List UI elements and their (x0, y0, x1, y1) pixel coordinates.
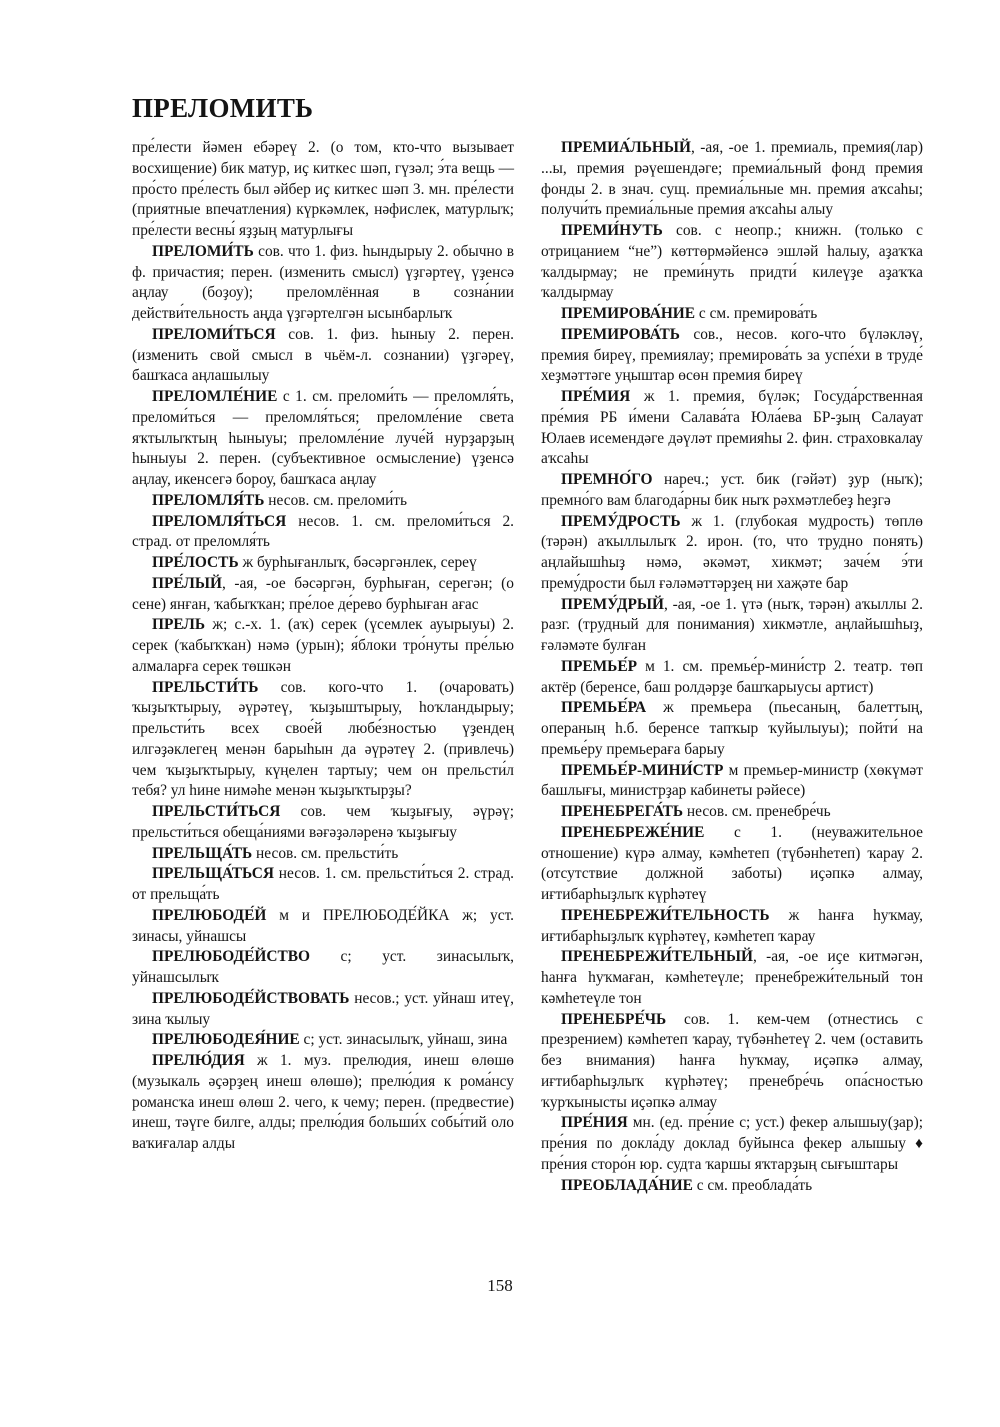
entry: ПРЕМЬЕ́РА ж премьера (пьесаның, балеттың, операның һ.б. беренсе тапҡыр ҡуйылыуы); пойти́ на премье́ру премьераға барыу (541, 699, 923, 758)
entry: ПРЕЛОМЛЯ́ТЬСЯ несов. 1. см. преломи́ться 2. страд. от преломля́ть (132, 512, 514, 551)
entry: ПРЕМЬЕ́Р м 1. см. премье́р-мини́стр 2. театр. төп актёр (беренсе, баш ролдәрҙе башҡарыусы артист) (541, 657, 923, 696)
entry: ПРЕЛЮБОДЕЯ́НИЕ с; уст. зинасылыҡ, уйнаш, зина (152, 1031, 508, 1049)
left-column (132, 138, 514, 1155)
entry: ПРЕ́ЛЫЙ, -ая, -ое бәсәргән, бурһыған, серегән; (о сене) янған, ҡабыҡҡан; пре́лое де́рево бурһыған ағас (132, 574, 514, 613)
entry: ПРЕЛЬЩА́ТЬ несов. см. прельсти́ть (152, 844, 399, 862)
entry: ПРЕЛЮБОДЕ́Й м и ПРЕЛЮБОДЕ́ЙКА ж; уст. зинасы, уйнашсы (132, 906, 514, 945)
entry: ПРЕЛОМЛЕ́НИЕ с 1. см. преломи́ть — преломля́ть, преломи́ться — преломля́ться; преломле́ние света яҡтылыҡтың һыныуы; преломле́ние луче́й нурҙарҙың һыныуы 2. перен. (субъективное осмысление) үҙенсә аңлау, икенсегә бороу, башҡаса аңлау (132, 388, 514, 488)
entry: ПРЕНЕБРЕ́ЧЬ сов. 1. кем-чем (отнестись с презрением) кәмһетеп ҡарау, түбәнһетеү 2. чем (оставить без внимания) һанға һуҡмау, иҫәпкә алмау, иғтибарһыҙлыҡ күрһәтеү; пренебре́чь опа́сностью ҡурҡынысты иҫәпкә алмау (541, 1010, 923, 1111)
page-number: 158 (487, 1276, 513, 1295)
entry: ПРЕМИ́НУТЬ сов. с неопр.; книжн. (только с отрицанием “не”) көттөрмәйенсә эшләй һалыу, аҙаҡҡа ҡалдырмау; не преми́нуть придти́ килеүҙе аҙаҡҡа ҡалдырмау (541, 222, 923, 302)
entry: ПРЕЛЬСТИ́ТЬСЯ сов. чем ҡыҙығыу, әүрәү; прельсти́ться обеща́ниями вәғәҙәләренә ҡыҙығыу (132, 803, 514, 841)
entry: ПРЕ́ЛОСТЬ ж бурһығанлыҡ, бәсәргәнлек, сереү (152, 554, 477, 571)
running-head: ПРЕЛОМИТЬ (132, 93, 314, 123)
entry: ПРЕМИРОВА́НИЕ с см. премирова́ть (561, 305, 818, 322)
entry: ПРЕЛЮ́ДИЯ ж 1. муз. прелюдия, инеш өлөшө (музыкаль әҫәрҙең инеш өлөшө); прелю́дия к рома́нсу романсҡа инеш өлөш 2. чего, к чему; перен. (предвестие) инеш, тәүге билге, алды; прелю́дия больши́х собы́тий оло ваҡиғалар алды (132, 1052, 514, 1152)
right-column (541, 138, 923, 1196)
entry: ПРЕМЬЕ́Р-МИНИ́СТР м премьер-министр (хөкүмәт башлығы, министрҙар кабинеты рәйесе) (541, 761, 923, 800)
entry: ПРЕЛЬЩА́ТЬСЯ несов. 1. см. прельсти́ться 2. страд. от прельща́ть (132, 865, 514, 903)
entry: пре́лести йәмен ебәреү 2. (о том, кто-что вызывает восхищение) бик матур, иҫ киткес шәп, гүзәл; э́та вещь — про́сто пре́лесть был әйбер иҫ киткес шәп 3. мн. пре́лести (приятные впечатления) күркәмлек, нәфислек, матурлыҡ; пре́лести весны́ яҙҙың матурлығы (132, 139, 514, 239)
entry: ПРЕЛОМЛЯ́ТЬ несов. см. преломи́ть (152, 491, 408, 509)
entry: ПРЕНЕБРЕГА́ТЬ несов. см. пренебре́чь (561, 803, 831, 820)
entry: ПРЕОБЛАДА́НИЕ с см. преоблада́ть (561, 1176, 813, 1194)
entry: ПРЕ́МИЯ ж 1. премия, бүләк; Госуда́рственная пре́мия РБ и́мени Салава́та Юла́ева БР-ҙың Салауат Юлаев исемендәге дәүләт премияһы 2. фин. страховкалау аҡсаһы (541, 388, 923, 468)
entry: ПРЕНЕБРЕЖИ́ТЕЛЬНЫЙ, -ая, -ое иҫе китмәгән, һанға һуҡмаған, кәмһетеүле; пренебрежи́тельный тон кәмһетеүле тон (541, 948, 923, 1007)
entry: ПРЕЛЬ ж; с.-х. 1. (аҡ) серек (үсемлек ауырыуы) 2. серек (ҡабыҡҡан) нәмә (урын); я́блоки тро́нуты пре́лью алмаларға серек төшкән (132, 616, 514, 675)
entry: ПРЕЛЬСТИ́ТЬ сов. кого-что 1. (очаровать) ҡыҙыҡтырыу, әүрәтеү, ҡыҙыштырыу, һоҡландырыу; прельсти́ть всех свое́й любе́зностью үҙендең илгәҙәклегең менән барыһын да әүрәтеү 2. (привлечь) чем ҡыҙыҡтырыу, күңелен тартыу; чем он прельсти́л тебя? ул һине нимәһе менән ҡыҙыҡтырҙы? (132, 678, 514, 800)
entry: ПРЕ́НИЯ мн. (ед. пре́ние с; уст.) фекер алышыу(ҙар); пре́ния по докла́ду доклад буйынса фекер алышыу ♦ пре́ния сторо́н юр. судта ҡаршы яҡтарҙың сығыштары (541, 1114, 923, 1173)
entry: ПРЕМИРОВА́ТЬ сов., несов. кого-что бүләкләү, премия биреү, премиялау; премирова́ть за успе́хи в труде́ хеҙмәттәге уңыштар өсөн премия биреү (541, 325, 923, 385)
entry: ПРЕМУ́ДРЫЙ, -ая, -ое 1. үтә (ныҡ, тәрән) аҡыллы 2. разг. (трудный для понимания) хикмәтле, аңлайышһыҙ, ғәләмәте булған (541, 595, 923, 654)
entry: ПРЕМНО́ГО нареч.; уст. бик (гәйәт) ҙур (ныҡ); премно́го вам благода́рны бик ныҡ рәхмәтлебеҙ һеҙгә (541, 471, 923, 509)
entry: ПРЕМУ́ДРОСТЬ ж 1. (глубокая мудрость) төплө (тәрән) аҡыллылыҡ 2. ирон. (то, что трудно понять) аңлайышһыҙ нәмә, әкәмәт, хикмәт; заче́м э́ти прему́дрости был ғәләмәттәрҙең ни хаҗәте бар (541, 512, 923, 592)
entry: ПРЕЛЮБОДЕ́ЙСТВОВАТЬ несов.; уст. уйнаш итеү, зина ҡылыу (132, 989, 514, 1028)
entry: ПРЕНЕБРЕЖЕ́НИЕ с 1. (неуважительное отношение) күрә алмау, кәмһетеп (түбәнһетеп) ҡарау 2. (отсутствие должной заботы) иҫәпкә алмау, иғтибарһыҙлыҡ күрһәтеү (541, 823, 923, 903)
entry: ПРЕЛОМИ́ТЬ сов. что 1. физ. һындырыу 2. обычно в ф. причастия; перен. (изменить смысл) үҙгәртеү, үҙенсә аңлау (боҙоу); преломлённая в созна́нии действи́тельность аңда үҙгәртелгән ысынбарлыҡ (132, 242, 514, 322)
entry: ПРЕНЕБРЕЖИ́ТЕЛЬНОСТЬ ж һанға һуҡмау, иғтибарһыҙлыҡ күрһәтеү, кәмһетеп ҡарау (541, 906, 923, 945)
entry: ПРЕМИА́ЛЬНЫЙ, -ая, -ое 1. премиаль, премия(лар) ...ы, премия рәүешендәге; премиа́льный фонд премия фонды 2. в знач. сущ. премиа́льные мн. премия аҡсаһы; получи́ть премиа́льные премия аҡсаһы алыу (541, 139, 923, 219)
entry: ПРЕЛЮБОДЕ́ЙСТВО с; уст. зинасылыҡ, уйнашсылыҡ (132, 948, 514, 986)
entry: ПРЕЛОМИ́ТЬСЯ сов. 1. физ. һыныу 2. перен. (изменить свой смысл в чьём-л. сознании) үҙгәреү, башҡаса аңлашылыу (132, 325, 514, 385)
